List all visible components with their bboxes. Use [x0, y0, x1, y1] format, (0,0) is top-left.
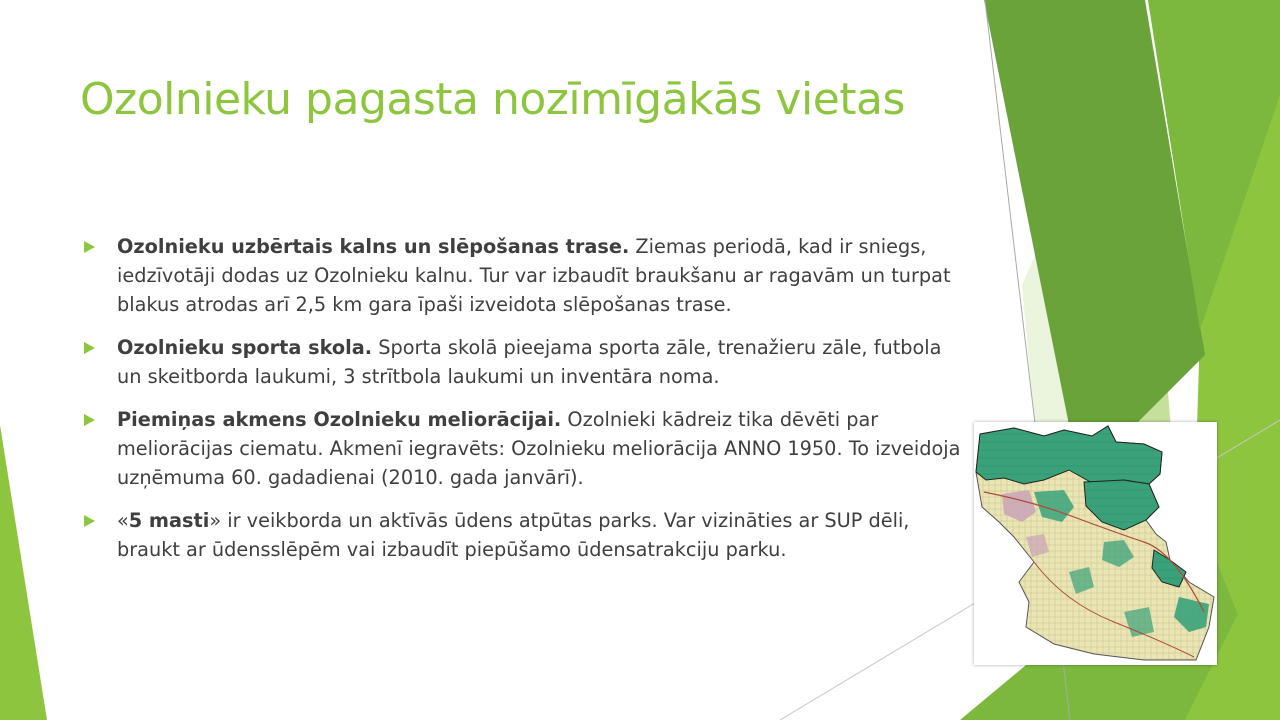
bullet-heading: Ozolnieku uzbērtais kalns un slēpošanas trase. [117, 235, 630, 258]
bullet-item [84, 405, 964, 492]
bullet-list [84, 232, 964, 578]
bullet-text: Ziemas periodā, kad ir sniegs, iedzīvotāji dodas uz Ozolnieku kalnu. Tur var izbaudīt braukšanu ar ragavām un turpat blakus atrodas arī 2,5 km gara īpaši izveidota slēpošanas trase. [117, 235, 951, 316]
bullet-item [84, 232, 964, 319]
bullet-heading: 5 masti [128, 509, 210, 532]
bullet-heading: Piemiņas akmens Ozolnieku meliorācijai. [117, 408, 562, 431]
parish-map-icon [974, 422, 1217, 665]
bullet-item [84, 333, 964, 391]
slide-title: Ozolnieku pagasta nozīmīgākās vietas [80, 74, 905, 125]
bullet-text: Sporta skolā pieejama sporta zāle, trenažieru zāle, futbola un skeitborda laukumi, 3 strītbola laukumi un inventāra noma. [117, 336, 942, 388]
bullet-item [84, 506, 964, 564]
decor-left-wedge [0, 425, 47, 720]
parish-map-image [974, 422, 1217, 665]
bullet-text: Ozolnieki kādreiz tika dēvēti par meliorācijas ciematu. Akmenī iegravēts: Ozolnieku meliorācija ANNO 1950. To izveidoja uzņēmuma 60. gadadienai (2010. gada janvārī). [117, 408, 961, 489]
triangle-bullet-icon [84, 515, 95, 527]
bullet-heading: Ozolnieku sporta skola. [117, 336, 373, 359]
triangle-bullet-icon [84, 241, 95, 253]
bullet-lead: « [117, 509, 129, 532]
triangle-bullet-icon [84, 414, 95, 426]
triangle-bullet-icon [84, 342, 95, 354]
bullet-text: » ir veikborda un aktīvās ūdens atpūtas parks. Var vizināties ar SUP dēli, braukt ar ūdensslēpēm vai izbaudīt piepūšamo ūdensatrakciju parku. [117, 509, 910, 561]
